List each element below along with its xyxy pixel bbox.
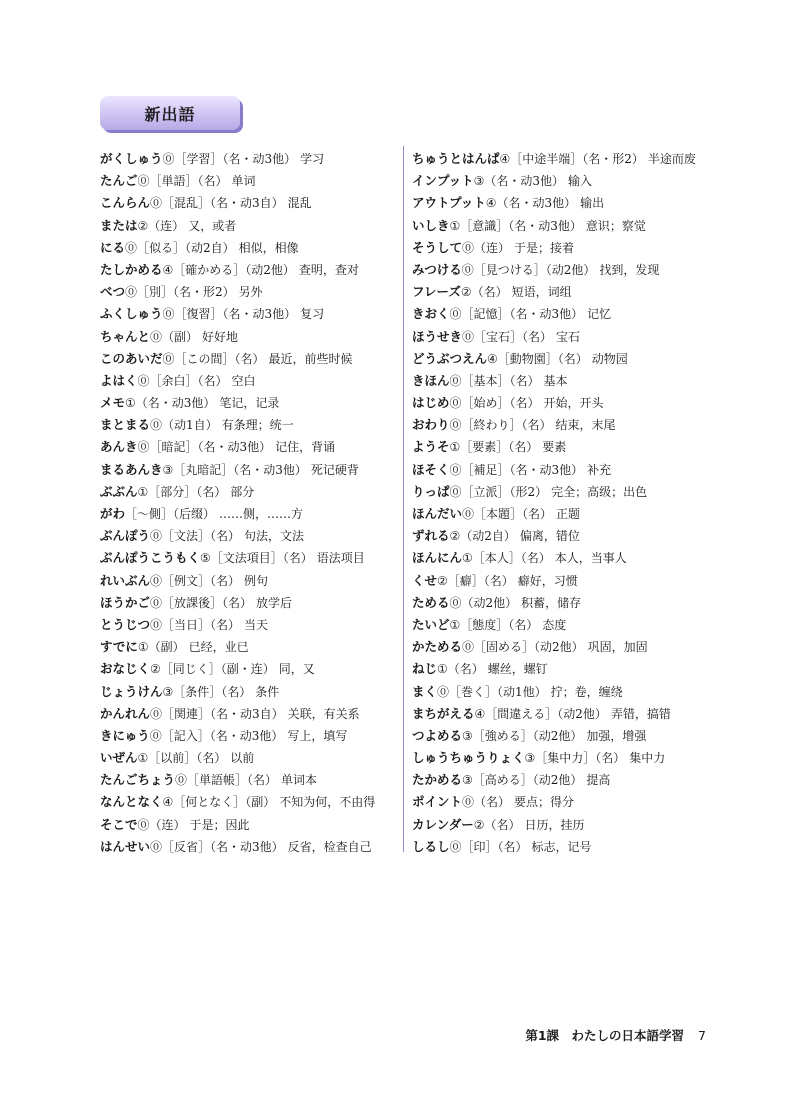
column-divider [403, 146, 404, 852]
vocab-word: たいど [412, 616, 450, 632]
vocab-meaning: 癖好，习惯 [517, 573, 578, 588]
vocab-entry [100, 747, 400, 769]
vocab-info: ③［強める］（动2他） [462, 728, 583, 743]
vocab-word: このあいだ [100, 350, 163, 366]
vocab-meaning: 查明，查对 [298, 262, 359, 277]
lesson-title: 第1課 わたしの日本語学習 [525, 1028, 685, 1043]
vocab-info: ⓪（动2他） [449, 595, 518, 610]
vocab-word: がわ [100, 506, 126, 521]
vocab-meaning: 螺丝，螺钉 [487, 662, 548, 677]
vocab-meaning: 例句 [244, 573, 269, 588]
vocab-entry [100, 303, 400, 325]
vocab-info: ⓪［余白］（名） [137, 373, 228, 388]
vocab-info: ⓪［補足］（名・动3他） [449, 462, 584, 477]
vocab-word: そうして [412, 239, 463, 255]
vocab-meaning: 于是；因此 [189, 817, 250, 832]
vocab-info: ①［要素］（名） [449, 440, 539, 455]
vocab-info: ②（名） [473, 817, 521, 832]
vocab-word: あんき [100, 439, 138, 455]
vocab-word: しるし [412, 838, 450, 854]
vocab-entry [100, 614, 400, 636]
vocab-meaning: 笔记，记录 [219, 396, 280, 411]
vocab-word: いしき [412, 217, 450, 233]
vocab-meaning: 有条理；统一 [221, 418, 294, 433]
vocab-info: ⓪［放課後］（名） [150, 595, 253, 610]
vocab-meaning: 弄错，搞错 [610, 706, 671, 721]
vocab-info: ②（名） [460, 285, 508, 300]
vocab-info: ⓪［本題］（名） [462, 507, 553, 521]
vocab-meaning: 又，或者 [188, 218, 237, 233]
vocab-meaning: 相似，相像 [238, 240, 299, 255]
vocab-word: または [100, 217, 138, 233]
vocab-word: カレンダー [412, 816, 474, 832]
vocab-meaning: 最近，前些时候 [268, 351, 353, 366]
vocab-entry [412, 791, 712, 813]
vocab-entry [412, 503, 712, 525]
vocab-word: こんらん [100, 195, 151, 211]
vocab-entry [100, 414, 400, 436]
vocab-word: おなじく [100, 661, 151, 677]
vocab-info: ⓪［当日］（名） [150, 617, 241, 632]
vocab-entry [100, 436, 400, 458]
vocab-meaning: 死记硬背 [310, 462, 359, 477]
vocab-info: ④［動物園］（名） [487, 351, 588, 366]
vocab-info: ⓪［基本］（名） [449, 373, 540, 388]
vocab-info: ④［確かめる］（动2他） [162, 262, 295, 277]
vocab-meaning: 集中力 [629, 751, 666, 766]
vocab-meaning: 以前 [230, 751, 255, 766]
vocab-info: ⓪（名） [462, 795, 511, 810]
vocab-entry [100, 791, 400, 813]
vocab-word: ずれる [412, 528, 450, 544]
vocab-info: ①［本人］（名） [462, 551, 551, 566]
vocab-info: ⓪（副） [150, 329, 199, 344]
vocab-entry [412, 459, 712, 481]
vocab-word: きおく [412, 306, 450, 322]
vocab-word: かんれん [100, 705, 151, 721]
vocab-info: ②（连） [137, 218, 185, 233]
vocab-word: たしかめる [100, 261, 163, 277]
vocab-info: ②［同じく］（副・连） [150, 662, 275, 677]
vocab-meaning: 要点；得分 [514, 795, 575, 810]
vocab-meaning: 记住，背诵 [275, 440, 336, 455]
vocab-entry [100, 703, 400, 725]
vocab-meaning: 巩固，加固 [587, 640, 648, 655]
vocab-info: ⓪［文法］（名） [150, 529, 241, 544]
vocab-info: ⓪［混乱］（名・动3自） [150, 196, 284, 211]
vocab-entry [412, 814, 712, 836]
vocab-info: ⓪［学習］（名・动3他） [162, 152, 297, 166]
vocab-meaning: 空白 [231, 373, 256, 388]
vocab-entry [100, 237, 400, 259]
vocab-info: ④［何となく］（副） [162, 795, 276, 810]
vocab-word: ようそ [412, 439, 450, 455]
vocab-word: つよめる [412, 727, 463, 743]
vocab-word: まるあんき [100, 461, 163, 477]
vocab-word: ポイント [412, 794, 463, 810]
vocab-word: ほんだい [412, 506, 463, 521]
vocab-word: れいぶん [100, 572, 151, 588]
vocab-word: すでに [100, 639, 138, 655]
vocab-info: ①（名） [437, 662, 484, 677]
vocab-meaning: 不知为何，不由得 [279, 795, 376, 810]
vocab-info: ⓪［見つける］（动2他） [461, 262, 596, 277]
vocab-entry [412, 148, 712, 170]
vocab-entry [412, 192, 712, 214]
vocab-word: たんごちょう [100, 772, 176, 788]
vocab-info: ⓪［終わり］（名） [449, 418, 552, 433]
vocab-meaning: 补充 [587, 462, 612, 477]
vocab-word: どうぶつえん [412, 350, 488, 366]
vocab-entry [100, 525, 400, 547]
vocab-entry [100, 769, 400, 791]
vocab-entry [100, 259, 400, 281]
vocab-entry [412, 614, 712, 636]
vocab-word: りっぱ [412, 483, 450, 499]
vocab-meaning: 于是；接着 [514, 240, 575, 255]
vocab-entry [100, 725, 400, 747]
vocab-info: ①［部分］（名） [137, 484, 227, 499]
vocab-meaning: 混乱 [287, 196, 312, 211]
vocab-info: ⓪［印］（名） [449, 839, 528, 854]
vocab-meaning: 找到，发现 [599, 262, 660, 277]
vocab-entry [412, 170, 712, 192]
vocab-meaning: 标志，记号 [531, 839, 592, 854]
vocab-info: ⓪［例文］（名） [150, 573, 241, 588]
vocab-info: ④［間違える］（动2他） [474, 706, 607, 721]
vocab-meaning: 写上，填写 [287, 728, 348, 743]
vocab-word: そこで [100, 816, 138, 832]
vocab-meaning: 句法，文法 [244, 529, 305, 544]
vocab-word: ぶんぽうこうもく [100, 550, 201, 566]
vocab-word: しゅうちゅうりょく [412, 750, 525, 766]
vocab-entry [100, 681, 400, 703]
vocab-word: じょうけん [100, 683, 163, 699]
vocab-word: とうじつ [100, 616, 151, 632]
vocab-entry [100, 570, 400, 592]
vocab-entry [412, 237, 712, 259]
vocab-word: いぜん [100, 750, 138, 766]
vocab-info: ⑤［文法項目］（名） [200, 551, 313, 566]
vocab-word: ちゅうとはんぱ [412, 151, 500, 166]
vocab-meaning: 态度 [542, 617, 567, 632]
vocab-word: がくしゅう [100, 151, 163, 166]
vocab-entry [100, 281, 400, 303]
vocab-word: まとまる [100, 417, 151, 433]
vocab-info: ［～側］（后缀） [125, 507, 216, 521]
vocab-entry [412, 658, 712, 680]
section-title: 新出語 [144, 104, 196, 124]
vocab-column-right [412, 148, 712, 858]
vocab-meaning: 复习 [300, 307, 325, 322]
vocab-word: くせ [412, 572, 438, 588]
vocab-meaning: 单词 [231, 174, 256, 189]
vocab-meaning: ……侧，……方 [219, 507, 304, 521]
vocab-entry [100, 503, 400, 525]
vocab-entry [100, 481, 400, 503]
vocab-meaning: 当天 [244, 617, 269, 632]
vocab-entry [412, 326, 712, 348]
vocab-meaning: 已经，业已 [188, 640, 249, 655]
vocab-info: ⓪［反省］（名・动3他） [150, 839, 284, 854]
vocab-entry [412, 592, 712, 614]
vocab-info: ③［集中力］（名） [524, 751, 626, 766]
vocab-entry [100, 215, 400, 237]
vocab-entry [412, 636, 712, 658]
vocab-meaning: 加强，增强 [586, 728, 647, 743]
vocab-info: ⓪［この間］（名） [162, 351, 265, 366]
vocab-meaning: 学习 [300, 152, 325, 166]
vocab-info: ③［条件］（名） [162, 684, 252, 699]
vocab-info: ⓪［宝石］（名） [462, 329, 553, 344]
vocab-entry [412, 436, 712, 458]
vocab-info: ③（名・动3他） [473, 174, 565, 189]
vocab-meaning: 输入 [568, 174, 593, 189]
page-number: 7 [698, 1028, 706, 1043]
vocab-entry [100, 348, 400, 370]
vocab-meaning: 积蓄，储存 [521, 595, 582, 610]
vocab-meaning: 好好地 [202, 329, 239, 344]
vocab-word: フレーズ [412, 284, 461, 300]
vocab-info: ①（名・动3他） [125, 396, 216, 411]
vocab-info: ⓪（连） [462, 240, 511, 255]
vocab-info: ③［丸暗記］（名・动3他） [162, 462, 307, 477]
vocab-word: ためる [412, 594, 450, 610]
vocab-info: ⓪［記入］（名・动3他） [149, 728, 284, 743]
vocab-entry [412, 215, 712, 237]
vocab-meaning: 输出 [580, 196, 605, 211]
vocab-meaning: 本人，当事人 [554, 551, 627, 566]
vocab-info: ②（动2自） [449, 529, 516, 544]
vocab-entry [412, 769, 712, 791]
vocab-meaning: 基本 [543, 373, 568, 388]
vocab-info: ④［中途半端］（名・形2） [499, 152, 644, 166]
vocab-meaning: 拧；卷，缠绕 [550, 684, 623, 699]
vocab-meaning: 单词本 [281, 773, 318, 788]
vocab-word: きにゅう [100, 727, 150, 743]
vocab-word: はんせい [100, 838, 151, 854]
vocab-info: ⓪［固める］（动2他） [462, 640, 584, 655]
vocab-info: ⓪［巻く］（动1他） [437, 684, 547, 699]
vocab-entry [412, 414, 712, 436]
vocab-meaning: 放学后 [256, 595, 293, 610]
vocab-word: よはく [100, 372, 138, 388]
vocab-info: ⓪［復習］（名・动3他） [162, 307, 297, 322]
vocab-meaning: 记忆 [587, 307, 612, 322]
vocab-info: ①［以前］（名） [137, 751, 227, 766]
vocab-info: ⓪［単語帳］（名） [175, 773, 278, 788]
vocab-info: ③［高める］（动2他） [462, 773, 583, 788]
vocab-meaning: 日历，挂历 [524, 817, 585, 832]
vocab-meaning: 条件 [255, 684, 280, 699]
vocab-info: ⓪［記憶］（名・动3他） [449, 307, 584, 322]
vocab-word: ぶんぽう [100, 528, 151, 544]
vocab-entry [412, 547, 712, 569]
vocab-entry [412, 836, 712, 858]
vocab-word: ほうかご [100, 594, 151, 610]
vocab-word: ねじ [412, 661, 438, 677]
vocab-entry [412, 303, 712, 325]
vocab-meaning: 另外 [238, 285, 263, 300]
vocab-word: メモ [100, 395, 126, 411]
vocab-info: ②［癖］（名） [437, 573, 514, 588]
vocab-info: ⓪［単語］（名） [137, 174, 228, 189]
vocab-meaning: 语法项目 [316, 551, 365, 566]
vocab-entry [412, 570, 712, 592]
vocab-entry [100, 836, 400, 858]
vocab-entry [412, 703, 712, 725]
vocab-info: ①［態度］（名） [449, 617, 539, 632]
vocab-entry [100, 392, 400, 414]
vocab-entry [412, 525, 712, 547]
vocab-meaning: 提高 [586, 773, 611, 788]
vocab-word: べつ [100, 284, 126, 300]
vocab-word: かためる [412, 639, 463, 655]
vocab-meaning: 反省，检查自己 [287, 839, 372, 854]
vocab-word: ふくしゅう [100, 306, 163, 322]
vocab-entry [100, 370, 400, 392]
vocab-word: まく [412, 683, 438, 699]
vocab-info: ⓪（连） [137, 817, 186, 832]
vocab-entry [412, 259, 712, 281]
vocab-entry [100, 192, 400, 214]
vocab-info: ⓪［始め］（名） [449, 396, 540, 411]
vocab-entry [412, 747, 712, 769]
vocab-info: ⓪（动1自） [150, 418, 218, 433]
vocab-entry [100, 170, 400, 192]
vocab-word: まちがえる [412, 705, 475, 721]
vocab-entry [100, 547, 400, 569]
vocab-entry [100, 814, 400, 836]
vocab-meaning: 部分 [230, 484, 255, 499]
vocab-info: ⓪［別］（名・形2） [125, 285, 235, 300]
vocab-info: ⓪［似る］（动2自） [125, 240, 235, 255]
page-footer [525, 1026, 706, 1044]
vocab-meaning: 宝石 [556, 329, 581, 344]
vocab-entry [100, 459, 400, 481]
vocab-word: みつける [412, 261, 462, 277]
vocab-entry [412, 370, 712, 392]
vocab-info: ①［意識］（名・动3他） [449, 218, 582, 233]
vocab-info: ①（副） [137, 640, 185, 655]
vocab-word: たかめる [412, 772, 463, 788]
vocab-entry [412, 681, 712, 703]
vocab-info: ⓪［立派］（形2） [449, 484, 548, 499]
vocab-word: なんとなく [100, 794, 163, 810]
vocab-entry [100, 636, 400, 658]
vocab-entry [412, 725, 712, 747]
vocab-entry [100, 148, 400, 170]
vocab-column-left [100, 148, 400, 858]
vocab-word: ほんにん [412, 550, 463, 566]
vocab-word: おわり [412, 417, 450, 433]
vocab-word: インプット [412, 173, 474, 189]
vocab-meaning: 结束，末尾 [555, 418, 616, 433]
vocab-word: きほん [412, 372, 450, 388]
vocab-entry [100, 326, 400, 348]
vocab-meaning: 偏离，错位 [519, 529, 580, 544]
vocab-entry [412, 392, 712, 414]
vocab-word: ぶぶん [100, 483, 138, 499]
vocab-meaning: 关联，有关系 [287, 706, 360, 721]
vocab-word: たんご [100, 173, 138, 189]
vocab-word: ほうせき [412, 328, 463, 344]
section-title-tab [100, 96, 240, 130]
vocab-entry [100, 592, 400, 614]
vocab-word: ちゃんと [100, 328, 151, 344]
vocab-meaning: 动物园 [591, 351, 628, 366]
vocab-entry [412, 481, 712, 503]
vocab-info: ⓪［関連］（名・动3自） [150, 706, 284, 721]
vocab-meaning: 要素 [542, 440, 567, 455]
vocab-entry [100, 658, 400, 680]
vocab-meaning: 短语，词组 [511, 285, 572, 300]
vocab-entry [412, 348, 712, 370]
vocab-word: ほそく [412, 461, 450, 477]
vocab-word: はじめ [412, 395, 450, 411]
vocab-info: ⓪［暗記］（名・动3他） [137, 440, 272, 455]
vocab-meaning: 半途而废 [647, 152, 696, 166]
vocab-word: アウトプット [412, 195, 486, 211]
vocab-meaning: 意识；察觉 [585, 218, 646, 233]
vocab-word: にる [100, 239, 126, 255]
vocab-meaning: 正题 [556, 507, 581, 521]
vocab-entry [412, 281, 712, 303]
vocab-meaning: 完全；高级；出色 [551, 484, 648, 499]
vocab-meaning: 同，又 [278, 662, 315, 677]
vocab-info: ④（名・动3他） [485, 196, 577, 211]
vocab-meaning: 开始，开头 [543, 396, 604, 411]
